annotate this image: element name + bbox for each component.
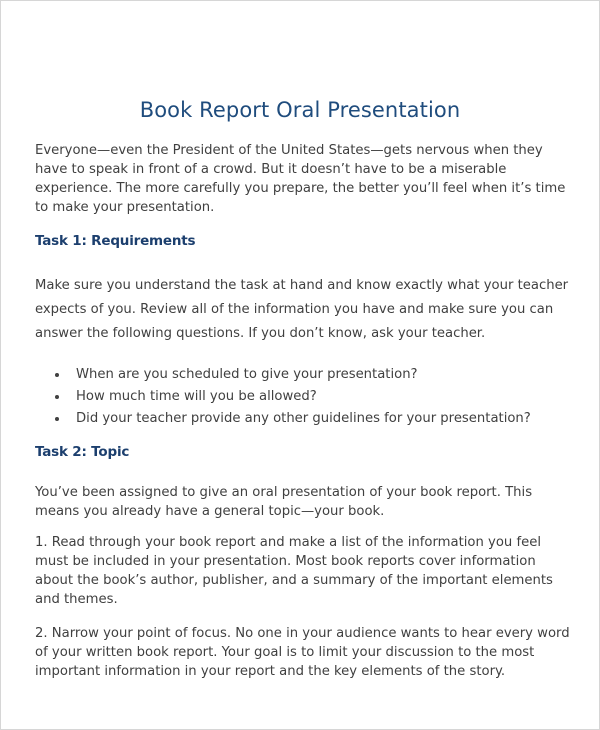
list-item [35,386,531,408]
list-item-text: Did your teacher provide any other guidelines for your presentation? [76,411,531,426]
document-title: Book Report Oral Presentation [139,98,461,122]
list-item [35,408,531,430]
list-item-text: How much time will you be allowed? [76,389,317,404]
section-heading-requirements: Task 1: Requirements [35,233,196,249]
intro-paragraph: Everyone—even the President of the United States—gets nervous when they have to speak in front of a crowd. But it doesn’t have to be a miserable experience. The more carefully you prepare, the better you’ll feel when it’s time to make your presentation. [35,143,566,215]
list-item [35,364,531,386]
list-item-text: When are you scheduled to give your presentation? [76,367,418,382]
topic-step-1: 1. Read through your book report and make a list of the information you feel must be included in your presentation. Most book reports cover information about the book’s author, publisher, and a summary of the important elements and themes. [35,535,553,607]
bullet-icon [55,395,59,399]
topic-paragraph: You’ve been assigned to give an oral presentation of your book report. This means you already have a general topic—your book. [35,485,533,519]
section-heading-topic: Task 2: Topic [35,444,130,460]
requirements-question-list [35,364,531,430]
topic-step-2: 2. Narrow your point of focus. No one in your audience wants to hear every word of your written book report. Your goal is to limit your discussion to the most important information in your report and the key elements of the story. [35,626,570,679]
requirements-paragraph: Make sure you understand the task at hand and know exactly what your teacher expects of you. Review all of the information you have and make sure you can answer the following questions. If you don’t know, ask your teacher. [35,278,569,341]
bullet-icon [55,417,59,421]
bullet-icon [55,373,59,377]
